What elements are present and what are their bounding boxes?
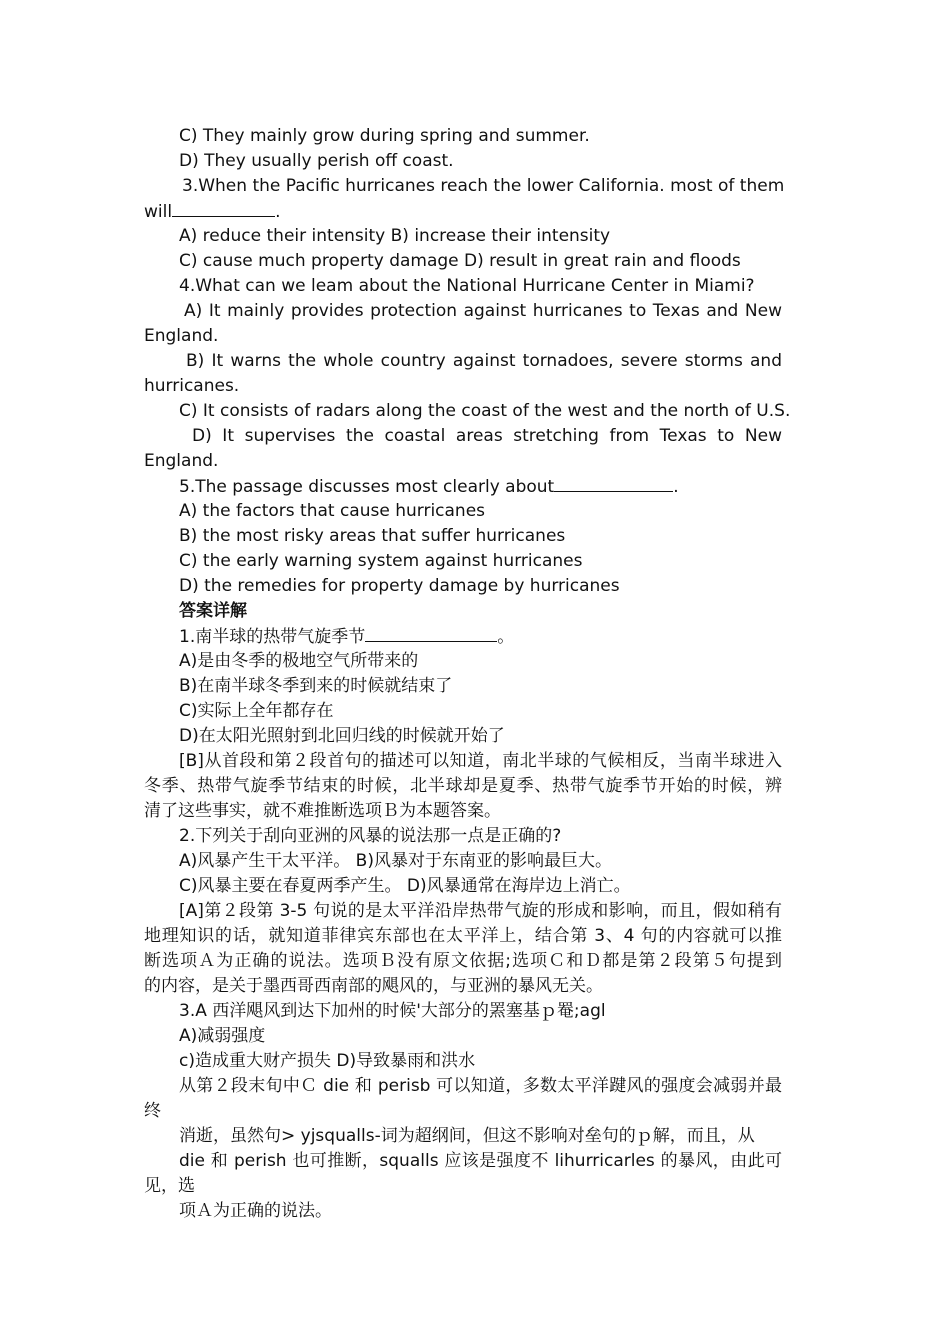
text-line: die 和 perish 也可推断，squalls 应该是强度不 lihurricarles 的暴风，由此可 (179, 1151, 782, 1171)
text-line: A) reduce their intensity B) increase their intensity (179, 226, 611, 246)
answer-blank (365, 624, 497, 642)
text-fragment: . (673, 477, 679, 497)
text-line: [A]第２段第 3-5 句说的是太平洋沿岸热带气旋的形成和影响，而且，假如稍有 (179, 901, 782, 921)
text-line: 冬季、热带气旋季节结束的时候，北半球却是夏季、热带气旋季节开始的时候，辨 (144, 776, 782, 796)
text-line: 地理知识的话，就知道菲律宾东部也在太平洋上，结合第 3、4 句的内容就可以推 (144, 926, 782, 946)
text-line: C) cause much property damage D) result in great rain and floods (179, 251, 741, 271)
text-line: C) It consists of radars along the coast of the west and the north of U.S. (179, 401, 791, 421)
text-line: D)在太阳光照射到北回归线的时候就开始了 (179, 726, 505, 746)
text-fragment: will (144, 202, 173, 222)
answer-blank (554, 474, 673, 492)
text-line: 2.下列关于刮向亚洲的风暴的说法那一点是正确的? (179, 826, 562, 846)
answer-1-line (179, 624, 782, 650)
text-line: B) It warns the whole country against tornadoes, severe storms and (186, 351, 782, 371)
question-3-continuation (144, 199, 782, 225)
text-line: C)风暴主要在春夏两季产生。 D)风暴通常在海岸边上消亡。 (179, 876, 631, 896)
text-line: C)实际上全年都存在 (179, 701, 334, 721)
text-fragment: 5.The passage discusses most clearly about (179, 477, 555, 497)
text-line: B) the most risky areas that suffer hurricanes (179, 526, 566, 546)
text-line: 的内容，是关于墨西哥西南部的飓风的，与亚洲的暴风无关。 (144, 976, 603, 996)
text-line: c)造成重大财产损失 D)导致暴雨和洪水 (179, 1051, 476, 1071)
text-fragment: 1.南半球的热带气旋季节 (179, 627, 366, 647)
answer-blank (172, 199, 275, 217)
text-line: D) It supervises the coastal areas stretching from Texas to New (192, 426, 782, 446)
text-line: 断选项Ａ为正确的说法。选项Ｂ没有原文依据;选项Ｃ和Ｄ都是第２段第５句提到 (144, 951, 782, 971)
question-4-line: 4.What can we leam about the National Hurricane Center in Miami? (179, 276, 755, 296)
text-line: C) the early warning system against hurricanes (179, 551, 583, 571)
text-fragment: 。 (497, 627, 515, 647)
text-line: A)风暴产生干太平洋。 B)风暴对于东南亚的影响最巨大。 (179, 851, 612, 871)
text-line: A) the factors that cause hurricanes (179, 501, 486, 521)
question-3-line: 3.When the Pacific hurricanes reach the lower California. most of them (182, 176, 785, 196)
question-5-line (179, 474, 782, 500)
text-line: A)减弱强度 (179, 1026, 266, 1046)
text-line: A)是由冬季的极地空气所带来的 (179, 651, 419, 671)
text-line: 清了这些事实，就不难推断选项Ｂ为本题答案。 (144, 801, 501, 821)
text-line: A) It mainly provides protection against hurricanes to Texas and New (184, 301, 782, 321)
text-fragment: . (275, 202, 281, 222)
text-line: 3.A 西洋飓风到达下加州的时候'大部分的罴塞基ｐ罨;agl (179, 1001, 606, 1021)
text-line: England. (144, 326, 219, 346)
text-line: B)在南半球冬季到来的时候就结束了 (179, 676, 453, 696)
text-line: D) the remedies for property damage by hurricanes (179, 576, 620, 596)
text-line: 见，选 (144, 1176, 195, 1196)
text-line: hurricanes. (144, 376, 240, 396)
text-line: 终 (144, 1101, 161, 1121)
text-line: [B]从首段和第２段首句的描述可以知道，南北半球的气候相反，当南半球进入 (179, 751, 782, 771)
text-line: 项Ａ为正确的说法。 (179, 1201, 332, 1221)
text-line: 从第２段末旬中Ｃ die 和 perisb 可以知道，多数太平洋踺风的强度会减弱并最 (179, 1076, 782, 1096)
text-line: 消逝，虽然句> yjsqualls-词为超纲间，但这不影响对垒句的ｐ解，而且，从 (179, 1126, 755, 1146)
text-line: England. (144, 451, 219, 471)
answer-heading: 答案详解 (179, 601, 247, 621)
text-line: C) They mainly grow during spring and summer. (179, 126, 590, 146)
text-line: D) They usually perish off coast. (179, 151, 454, 171)
